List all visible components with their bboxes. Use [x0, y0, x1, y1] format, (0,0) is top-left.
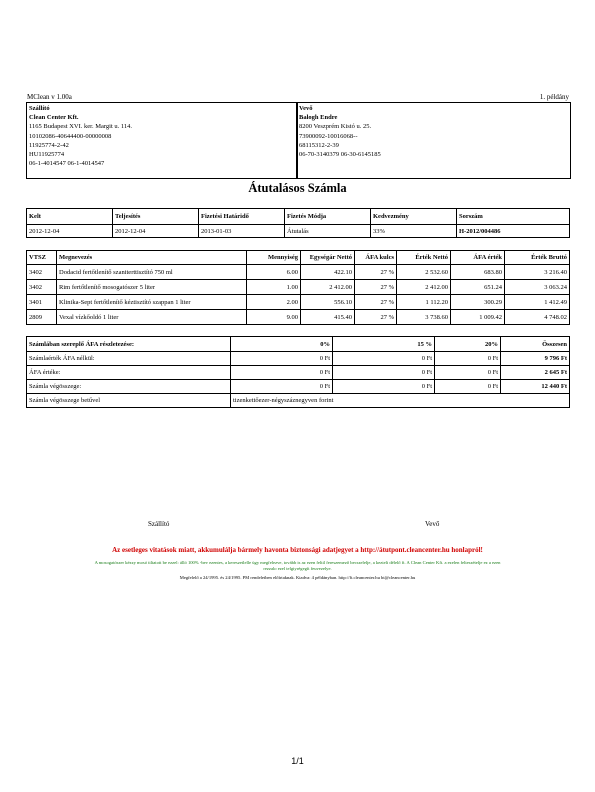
table-row [27, 265, 570, 280]
item-vat-rate: 27 % [355, 280, 397, 295]
buyer-signature-label: Vevő [425, 520, 440, 528]
item-name: Klinika-Sept fertőtlenítő kéztisztító szappan 1 liter [57, 295, 247, 310]
seller-eu: HU11925774 [29, 151, 65, 159]
table-row [27, 352, 570, 366]
items-table [26, 250, 570, 325]
info-value: 33% [371, 225, 457, 238]
items-header: Egységár Nettó [301, 251, 355, 265]
notice-red: Az esetleges vitatások miatt, akkumulálja bármely havonta biztonsági adatjegyet a http://átutpont.cleancenter.hu honlapról! [112, 546, 483, 554]
summary-cell: 0 Ft [435, 380, 501, 394]
info-value: Átutalás [285, 225, 371, 238]
summary-cell: 0 Ft [333, 380, 435, 394]
summary-total: 2 645 Ft [501, 366, 570, 380]
info-header: Teljesítés [113, 209, 199, 225]
info-header: Fizetési Határidő [199, 209, 285, 225]
seller-signature-label: Szállító [148, 520, 170, 528]
invoice-title: Átutalásos Számla [248, 181, 347, 195]
summary-header: Számlában szereplő ÁFA részletezése: [27, 337, 231, 352]
info-table [26, 208, 570, 238]
summary-cell: 0 Ft [231, 380, 333, 394]
info-value: 2012-12-04 [27, 225, 113, 238]
invoice-number: H-2012/004486 [457, 225, 570, 238]
summary-header: 20% [435, 337, 501, 352]
item-qty: 1.00 [247, 280, 301, 295]
summary-header: 15 % [333, 337, 435, 352]
table-row [27, 295, 570, 310]
summary-total: 9 796 Ft [501, 352, 570, 366]
summary-label: Számla végösszege: [27, 380, 231, 394]
item-qty: 6.00 [247, 265, 301, 280]
items-header: Mennyiség [247, 251, 301, 265]
items-header: ÁFA érték [451, 251, 505, 265]
info-header: Sorszám [457, 209, 570, 225]
summary-cell: 0 Ft [435, 352, 501, 366]
copy-number: 1. példány [539, 93, 569, 101]
items-header: Megnevezés [57, 251, 247, 265]
software-version: MClean v 1.00a [27, 93, 72, 101]
item-gross: 1 412.49 [505, 295, 570, 310]
buyer-phone: 06-70-3140379 06-30-6145185 [299, 151, 381, 159]
notice-green: A mosogatószer kézzy mosó tiltatott be ezzel: álló 100% -bev ezentes, a kereszetlelle ügy megfelezve, tovább is az ezen feltil fereszemező becszelelje, a kezteli délelő ft. A Clean Center Kft. a ezelen felteszételje ez a ezen [94, 560, 501, 565]
buyer-name: Balogh Endre [299, 114, 338, 122]
info-header: Kelt [27, 209, 113, 225]
item-net: 3 738.60 [397, 310, 451, 325]
item-net: 2 532.60 [397, 265, 451, 280]
item-gross: 3 216.40 [505, 265, 570, 280]
item-vtsz: 2809 [27, 310, 57, 325]
summary-cell: 0 Ft [333, 352, 435, 366]
item-unit-price: 556.10 [301, 295, 355, 310]
buyer-address: 8200 Veszprém Kistó u. 25. [299, 123, 372, 131]
table-row [27, 310, 570, 325]
items-header: Érték Nettó [397, 251, 451, 265]
table-row [27, 280, 570, 295]
item-vat-rate: 27 % [355, 295, 397, 310]
seller-account: 10102086-40644400-00000008 [29, 132, 112, 140]
item-qty: 2.00 [247, 295, 301, 310]
page-number: 1/1 [291, 756, 304, 766]
vat-summary-table [26, 336, 570, 408]
item-qty: 9.00 [247, 310, 301, 325]
summary-cell: 0 Ft [333, 366, 435, 380]
item-name: Rim fertőtlenítő mosogatószer 5 liter [57, 280, 247, 295]
summary-total: 12 440 Ft [501, 380, 570, 394]
item-net: 1 112.20 [397, 295, 451, 310]
buyer-label: Vevő [299, 105, 313, 112]
amount-in-words: tizenkettőezer-négyszáznegyven forint [231, 394, 570, 408]
item-gross: 4 748.02 [505, 310, 570, 325]
item-vtsz: 3401 [27, 295, 57, 310]
notice-green-2: rezzalo ezel telgiyrégegít feuvezelye. [263, 566, 332, 571]
item-gross: 3 063.24 [505, 280, 570, 295]
item-name: Vexal vízkőoldó 1 liter [57, 310, 247, 325]
summary-label: Számlaérték ÁFA nélkül: [27, 352, 231, 366]
items-header: VTSZ [27, 251, 57, 265]
seller-label: Szállító [29, 105, 50, 112]
seller-box [26, 102, 298, 179]
item-vtsz: 3402 [27, 265, 57, 280]
summary-cell: 0 Ft [231, 366, 333, 380]
buyer-tax: 68115312-2-39 [299, 141, 339, 149]
seller-address: 1165 Budapest XVI. ker. Margit u. 114. [29, 123, 133, 131]
item-vat-rate: 27 % [355, 310, 397, 325]
summary-header: Összesen [501, 337, 570, 352]
table-row [27, 380, 570, 394]
item-vat: 651.24 [451, 280, 505, 295]
items-header: Érték Bruttó [505, 251, 570, 265]
summary-label: ÁFA értéke: [27, 366, 231, 380]
item-unit-price: 422.10 [301, 265, 355, 280]
item-vat-rate: 27 % [355, 265, 397, 280]
item-name: Dodacid fertőtlenítő szaniterttisztító 750 ml [57, 265, 247, 280]
info-value: 2012-12-04 [113, 225, 199, 238]
item-net: 2 412.00 [397, 280, 451, 295]
item-vat: 683.80 [451, 265, 505, 280]
info-header: Kedvezmény [371, 209, 457, 225]
summary-cell: 0 Ft [435, 366, 501, 380]
info-header: Fizetés Módja [285, 209, 371, 225]
summary-cell: 0 Ft [231, 352, 333, 366]
amount-in-words-label: Számla végösszege betűvel [27, 394, 231, 408]
summary-header: 0% [231, 337, 333, 352]
items-header: ÁFA kulcs [355, 251, 397, 265]
seller-phone: 06-1-4014547 06-1-4014547 [29, 160, 105, 168]
item-vtsz: 3402 [27, 280, 57, 295]
seller-name: Clean Center Kft. [29, 114, 79, 122]
info-value: 2013-01-03 [199, 225, 285, 238]
seller-tax: 11925774-2-42 [29, 141, 69, 149]
table-row [27, 366, 570, 380]
item-unit-price: 415.40 [301, 310, 355, 325]
buyer-box [296, 102, 571, 179]
buyer-account: 73900092-10016068-- [299, 132, 358, 140]
legal-notice: Megfelelő a 24/1995. és 24/1995. PM rendeletben előírtaknak. Kiadva: 4 példányban. http://ft.cleancenter.hu bt@cleancenter.hu [179, 575, 416, 580]
item-vat: 1 009.42 [451, 310, 505, 325]
item-unit-price: 2 412.00 [301, 280, 355, 295]
item-vat: 300.29 [451, 295, 505, 310]
